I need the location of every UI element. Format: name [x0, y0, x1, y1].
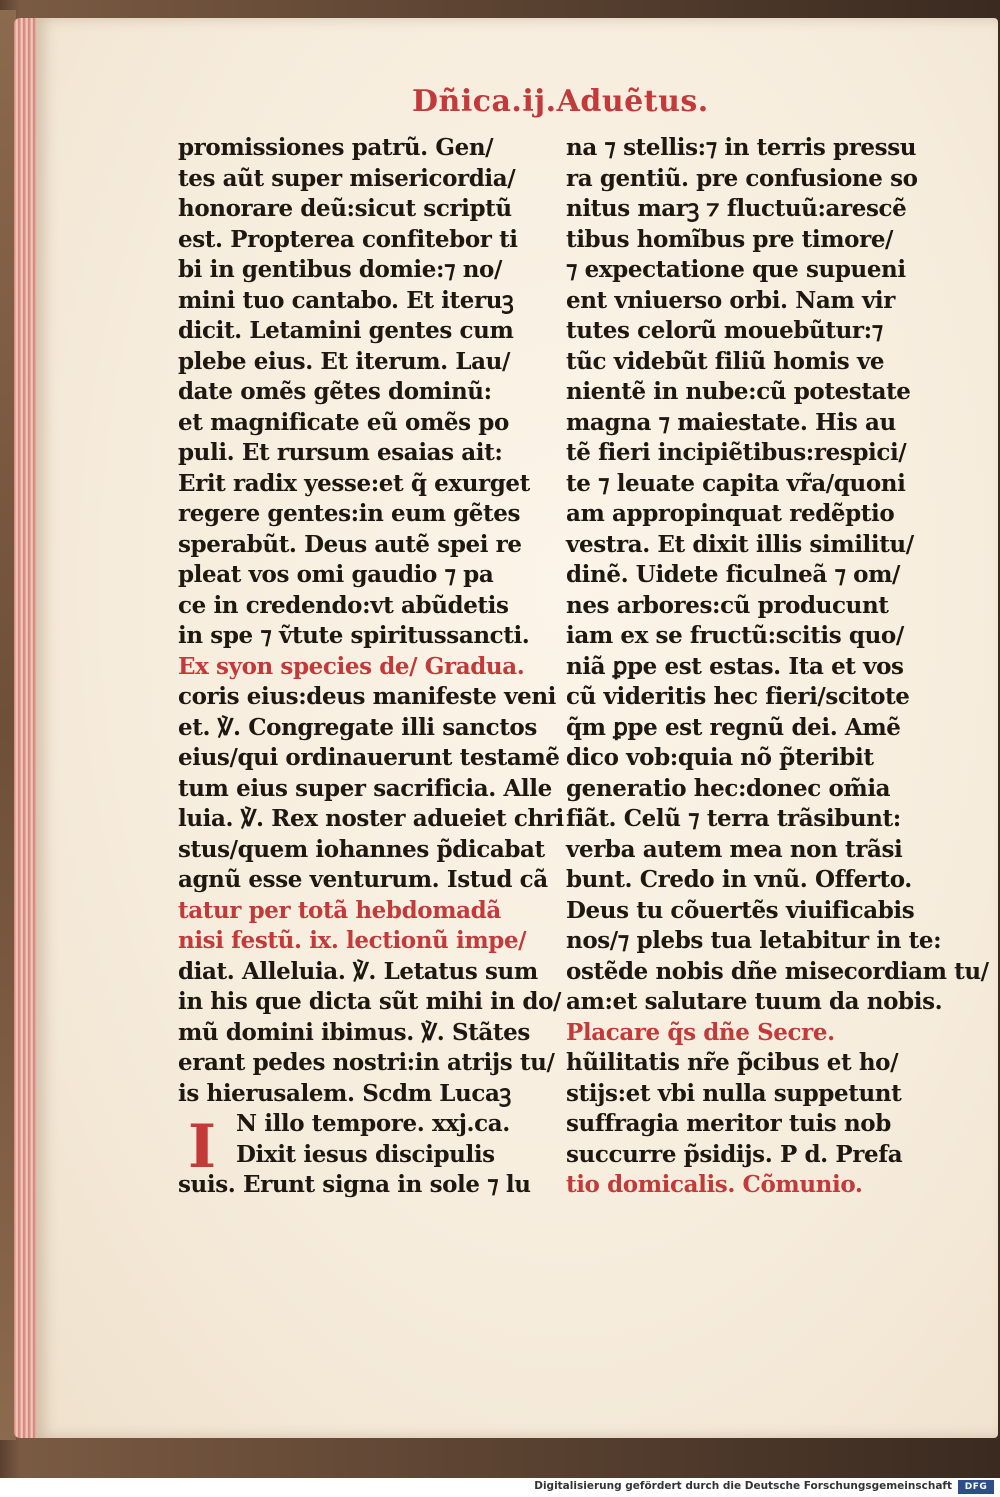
text-line: generatio hec:donec om̃ia — [566, 774, 891, 802]
text-line: in his que dicta sũt mihi in do/ — [178, 988, 562, 1015]
text-line: nos/⁊ plebs tua letabitur in te: — [566, 927, 942, 954]
text-line: mini tuo cantabo. Et iteruꝫ — [178, 286, 514, 314]
text-line: magna ⁊ maiestate. His au — [566, 408, 896, 436]
text-line: ce in credendo:vt abũdetis — [178, 591, 509, 619]
drop-cap-initial: I — [187, 1112, 217, 1182]
text-line: mũ domini ibimus. ℣. Stãtes — [178, 1018, 530, 1046]
dfg-logo: DFG — [958, 1480, 994, 1494]
credit-text: Digitalisierung gefördert durch die Deutsche Forschungsgemeinschaft — [534, 1480, 952, 1492]
text-line: suis. Erunt signa in sole ⁊ lu — [178, 1171, 531, 1198]
text-line: eius/qui ordinauerunt testamẽ — [178, 744, 560, 771]
text-line: tibus homĩbus pre timore/ — [566, 225, 894, 253]
right-text-column — [566, 133, 989, 1201]
text-line: promissiones patrũ. Gen/ — [178, 134, 494, 161]
text-line: ⁊ expectatione que supueni — [566, 256, 906, 283]
text-line: te ⁊ leuate capita vr̃a/quoni — [566, 469, 906, 497]
text-line: ostẽde nobis dñe misecordiam tu/ — [566, 957, 989, 985]
text-line: sperabũt. Deus autẽ spei re — [178, 530, 522, 558]
text-line: Erit radix yesse:et q̃ exurget — [178, 469, 530, 497]
credit-bar — [0, 1478, 1000, 1497]
text-line: dico vob:quia nõ p̃teribit — [566, 744, 874, 771]
text-line: suffragia meritor tuis nob — [566, 1110, 891, 1137]
text-line: est. Propterea confitebor ti — [178, 225, 518, 253]
text-line: nes arbores:cũ producunt — [566, 591, 889, 619]
text-line: tũc videbũt filiũ homis ve — [566, 347, 885, 375]
text-line: coris eius:deus manifeste veni — [178, 683, 556, 710]
text-line: puli. Et rursum esaias ait: — [178, 439, 503, 466]
text-line: agnũ esse venturum. Istud cã — [178, 866, 548, 893]
text-line: honorare deũ:sicut scriptũ — [178, 195, 512, 222]
text-line: luia. ℣. Rex noster adueiet chri — [178, 805, 564, 832]
text-line: nientẽ in nube:cũ potestate — [566, 378, 911, 405]
text-line: date omẽs gẽtes dominũ: — [178, 378, 492, 405]
text-line: nisi festũ. ix. lectionũ impe/ — [178, 927, 527, 954]
text-line: tum eius super sacrificia. Alle — [178, 774, 552, 802]
text-line: tatur per totã hebdomadã — [178, 896, 501, 924]
text-line: succurre p̃sidijs. P d. Prefa — [566, 1140, 903, 1168]
text-line: stijs:et vbi nulla suppetunt — [566, 1079, 902, 1107]
text-line: am appropinquat redẽptio — [566, 500, 895, 527]
text-line: fiãt. Celũ ⁊ terra trãsibunt: — [566, 805, 901, 832]
left-text-column — [178, 133, 564, 1201]
text-line: niã ꝑpe est estas. Ita et vos — [566, 652, 904, 680]
text-line: am:et salutare tuum da nobis. — [566, 988, 943, 1015]
running-head: Dñica.ij.Aduẽtus. — [412, 84, 709, 119]
text-line: dicit. Letamini gentes cum — [178, 317, 514, 344]
text-line: tio domicalis. Cõmunio. — [566, 1171, 863, 1198]
text-line: diat. Alleluia. ℣. Letatus sum — [178, 957, 538, 985]
text-line: is hierusalem. Scdm Lucaꝫ — [178, 1079, 511, 1107]
text-line: cũ videritis hec fieri/scitote — [566, 683, 910, 710]
text-line: Ex syon species de/ Gradua. — [178, 652, 525, 680]
text-line: et. ℣. Congregate illi sanctos — [178, 713, 537, 741]
text-line: verba autem mea non trãsi — [566, 835, 903, 863]
text-line: Dixit iesus discipulis — [236, 1140, 495, 1168]
text-line: tẽ fieri incipiẽtibus:respici/ — [566, 439, 907, 466]
text-line: dinẽ. Uidete ficulneã ⁊ om/ — [566, 561, 901, 588]
text-line: plebe eius. Et iterum. Lau/ — [178, 347, 510, 375]
text-line: pleat vos omi gaudio ⁊ pa — [178, 561, 494, 588]
text-line: et magnificate eũ omẽs po — [178, 408, 509, 436]
text-line: ent vniuerso orbi. Nam vir — [566, 286, 895, 314]
text-line: bi in gentibus domie:⁊ no/ — [178, 256, 502, 283]
text-line: tutes celorũ mouebũtur:⁊ — [566, 317, 883, 344]
text-line: regere gentes:in eum gẽtes — [178, 500, 521, 527]
text-line: hũilitatis nr̃e p̃cibus et ho/ — [566, 1049, 899, 1076]
text-line: tes aũt super misericordia/ — [178, 164, 516, 192]
text-line: q̃m ꝑpe est regnũ dei. Amẽ — [566, 713, 901, 741]
text-line: in spe ⁊ ṽtute spiritussancti. — [178, 622, 530, 649]
text-line: ra gentiũ. pre confusione so — [566, 164, 918, 192]
text-line: Placare q̃s dñe Secre. — [566, 1018, 835, 1046]
text-line: iam ex se fructũ:scitis quo/ — [566, 622, 904, 649]
text-line: nitus marꝫ ⁊ fluctuũ:arescẽ — [566, 195, 907, 222]
text-line: stus/quem iohannes p̃dicabat — [178, 835, 545, 863]
text-line: N illo tempore. xxj.ca. — [236, 1110, 510, 1137]
text-line: bunt. Credo in vnũ. Offerto. — [566, 866, 912, 893]
text-line: na ⁊ stellis:⁊ in terris pressu — [566, 134, 917, 161]
text-line: erant pedes nostri:in atrijs tu/ — [178, 1049, 555, 1076]
text-line: vestra. Et dixit illis similitu/ — [566, 530, 914, 558]
text-line: Deus tu cõuertẽs viuificabis — [566, 896, 915, 924]
